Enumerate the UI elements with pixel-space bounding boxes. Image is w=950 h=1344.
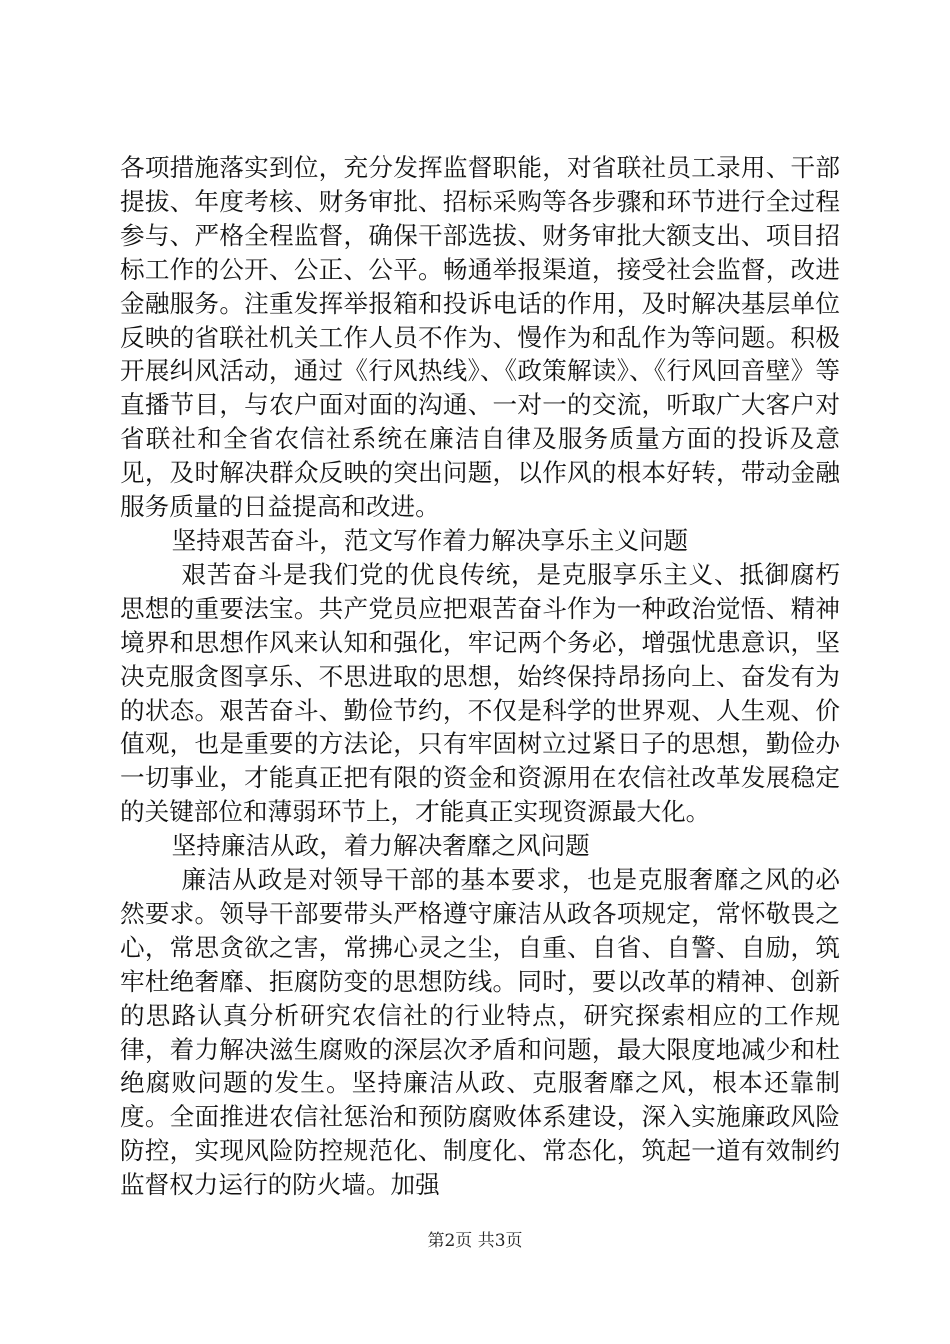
document-body: [120, 151, 840, 1202]
section-heading-integrity: 坚持廉洁从政，着力解决奢靡之风问题: [171, 831, 590, 861]
paragraph-integrity: 廉洁从政是对领导干部的基本要求，也是克服奢靡之风的必然要求。领导干部要带头严格遵守廉洁从政各项规定，常怀敬畏之心，常思贪欲之害，常拂心灵之尘，自重、自省、自警、自励，筑牢杜绝奢靡、拒腐防变的思想防线。同时，要以改革的精神、创新的思路认真分析研究农信社的行业特点，研究探索相应的工作规律，着力解决滋生腐败的深层次矛盾和问题，最大限度地减少和杜绝腐败问题的发生。坚持廉洁从政、克服奢靡之风，根本还靠制度。全面推进农信社惩治和预防腐败体系建设，深入实施廉政风险防控，实现风险防控规范化、制度化、常态化，筑起一道有效制约监督权力运行的防火墙。加强: [120, 865, 840, 1200]
paragraph-hardwork: 艰苦奋斗是我们党的优良传统，是克服享乐主义、抵御腐朽思想的重要法宝。共产党员应把艰苦奋斗作为一种政治觉悟、精神境界和思想作风来认知和强化，牢记两个务必，增强忧患意识，坚决克服贪图享乐、不思进取的思想，始终保持昂扬向上、奋发有为的状态。艰苦奋斗、勤俭节约，不仅是科学的世界观、人生观、价值观，也是重要的方法论，只有牢固树立过紧日子的思想，勤俭办一切事业，才能真正把有限的资金和资源用在农信社改革发展稳定的关键部位和薄弱环节上，才能真正实现资源最大化。: [120, 559, 840, 827]
paragraph-continuation: 各项措施落实到位，充分发挥监督职能，对省联社员工录用、干部提拔、年度考核、财务审批、招标采购等各步骤和环节进行全过程参与、严格全程监督，确保干部选拔、财务审批大额支出、项目招标工作的公开、公正、公平。畅通举报渠道，接受社会监督，改进金融服务。注重发挥举报箱和投诉电话的作用，及时解决基层单位反映的省联社机关工作人员不作为、慢作为和乱作为等问题。积极开展纠风活动，通过《行风热线》、《政策解读》、《行风回音壁》等直播节目，与农户面对面的沟通、一对一的交流，听取广大客户对省联社和全省农信社系统在廉洁自律及服务质量方面的投诉及意见，及时解决群众反映的突出问题，以作风的根本好转，带动金融服务质量的日益提高和改进。: [120, 153, 840, 522]
page-number-footer: 第2页 共3页: [427, 1231, 523, 1251]
section-heading-hardwork: 坚持艰苦奋斗，范文写作着力解决享乐主义问题: [171, 525, 689, 555]
